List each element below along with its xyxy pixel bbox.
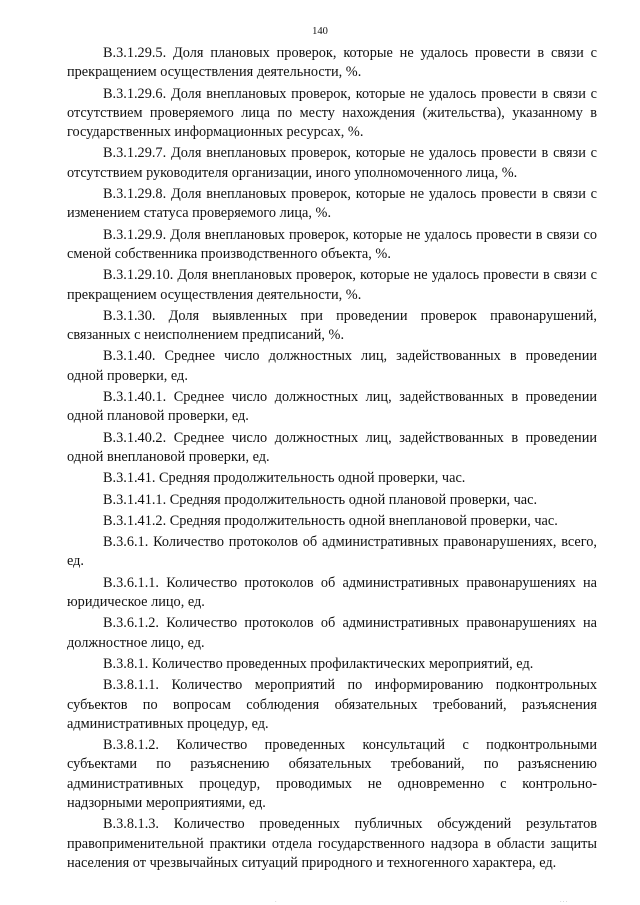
indicator-text: Среднее число должностных лиц, задействованных в проведении одной плановой проверки, ед.	[67, 389, 597, 425]
indicator-code: В.3.1.41.2.	[103, 512, 167, 529]
indicator-text: Доля плановых проверок, которые не удалось провести в связи с прекращением осуществления деятельности, %.	[67, 45, 597, 81]
indicator-code: В.3.1.29.10.	[103, 267, 174, 284]
indicator-code: В.3.1.40.	[103, 348, 156, 365]
indicator-paragraph	[67, 655, 597, 674]
indicator-paragraph	[67, 388, 597, 427]
indicator-code: В.3.6.1.	[103, 534, 149, 551]
indicator-text: Количество протоколов об административных правонарушениях, всего, ед.	[67, 534, 598, 570]
indicator-code: В.3.1.40.2.	[103, 429, 167, 446]
indicator-paragraph	[67, 736, 597, 813]
scan-artifact-marks: · · ·	[560, 900, 568, 905]
indicator-paragraph	[67, 491, 597, 510]
indicator-code: В.3.1.29.9.	[103, 226, 167, 243]
indicator-text: Доля выявленных при проведении проверок правонарушений, связанных с неисполнением предписаний, %.	[67, 307, 597, 344]
indicator-paragraph	[67, 347, 597, 386]
indicator-text: Доля внеплановых проверок, которые не удалось провести в связи с изменением статуса проверяемого лица, %.	[67, 186, 597, 222]
indicator-text: Количество проведенных публичных обсуждений результатов правоприменительной практики отдела государственного надзора в области защиты населения от чрезвычайных ситуаций природного и техногенного характера, ед.	[67, 816, 597, 871]
indicator-paragraph	[67, 614, 597, 653]
indicator-paragraph	[67, 574, 597, 613]
indicator-text: Количество проведенных консультаций с подконтрольными субъектами по разъяснению обязательных требований, по разъяснению административных процедур, проводимых не одновременно с контрольно-надзорными мероприятиями, ед.	[67, 737, 598, 811]
indicator-paragraph	[67, 226, 597, 265]
indicator-paragraph	[67, 676, 597, 734]
indicator-text: Средняя продолжительность одной внеплановой проверки, час.	[169, 512, 558, 529]
indicator-code: В.3.1.41.	[103, 470, 156, 487]
indicator-code: В.3.1.40.1.	[103, 389, 167, 406]
indicator-text: Доля внеплановых проверок, которые не удалось провести в связи с отсутствием руководителя организации, иного уполномоченного лица, %.	[67, 145, 597, 181]
scan-artifact-dot: ·	[275, 900, 277, 905]
indicator-text: Количество протоколов об административных правонарушениях на должностное лицо, ед.	[67, 615, 598, 651]
indicator-code: В.3.1.29.6.	[103, 85, 167, 102]
indicator-code: В.3.1.41.1.	[103, 491, 167, 508]
indicator-text: Количество мероприятий по информированию подконтрольных субъектов по вопросам соблюдения обязательных требований, разъяснения административных процедур, ед.	[67, 677, 597, 732]
indicator-code: В.3.6.1.1.	[103, 574, 160, 591]
indicator-text: Средняя продолжительность одной проверки, час.	[159, 470, 466, 487]
indicator-text: Количество проведенных профилактических мероприятий, ед.	[151, 655, 534, 672]
indicator-code: В.3.8.1.2.	[103, 737, 160, 754]
indicator-code: В.3.1.29.7.	[103, 145, 167, 162]
indicator-paragraph	[67, 815, 597, 873]
indicator-paragraph	[67, 44, 597, 83]
indicator-code: В.3.1.29.5.	[103, 45, 167, 61]
indicator-text: Количество протоколов об административных правонарушениях на юридическое лицо, ед.	[67, 574, 598, 611]
indicator-text: Доля внеплановых проверок, которые не удалось провести в связи с отсутствием проверяемого лица по месту нахождения (жительства), указанному в государственных информационных ресурсах, %.	[67, 85, 597, 141]
indicator-text: Среднее число должностных лиц, задействованных в проведении одной проверки, ед.	[67, 348, 597, 384]
indicator-code: В.3.8.1.	[103, 655, 149, 672]
indicator-text: Доля внеплановых проверок, которые не удалось провести в связи со сменой собственника производственного объекта, %.	[67, 226, 597, 262]
indicator-paragraph	[67, 185, 597, 224]
indicator-paragraph	[67, 266, 597, 305]
page-number: 140	[312, 26, 328, 37]
indicator-text: Средняя продолжительность одной плановой проверки, час.	[169, 491, 538, 508]
indicator-code: В.3.6.1.2.	[103, 615, 160, 632]
indicator-code: В.3.8.1.3.	[103, 816, 160, 833]
indicator-paragraph	[67, 144, 597, 183]
indicator-text: Доля внеплановых проверок, которые не удалось провести в связи с прекращением осуществления деятельности, %.	[67, 267, 597, 303]
indicator-paragraph	[67, 85, 597, 143]
indicator-text: Среднее число должностных лиц, задействованных в проведении одной внеплановой проверки, ед.	[67, 429, 597, 465]
indicator-code: В.3.8.1.1.	[103, 677, 160, 694]
indicator-code: В.3.1.29.8.	[103, 186, 167, 203]
indicator-paragraph	[67, 512, 597, 531]
indicator-paragraph	[67, 307, 597, 346]
indicator-paragraph	[67, 469, 597, 488]
indicator-paragraph	[67, 429, 597, 468]
indicator-paragraph	[67, 533, 597, 572]
document-body	[67, 40, 597, 873]
indicator-code: В.3.1.30.	[103, 307, 156, 324]
